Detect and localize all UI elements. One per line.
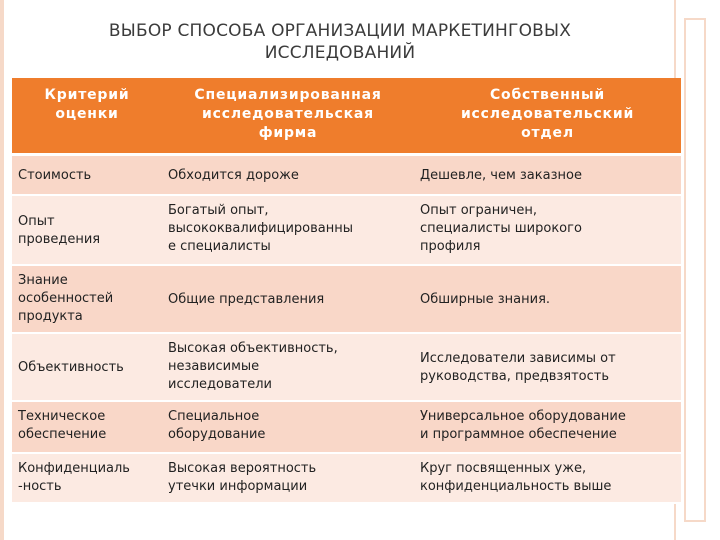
cell-line: руководства, предвзятость: [420, 368, 610, 384]
header-line: исследовательская: [202, 106, 374, 122]
cell-line: Стоимость: [18, 167, 92, 183]
slide-title-line-2: ИССЛЕДОВАНИЙ: [264, 43, 416, 63]
header-line: оценки: [55, 106, 119, 122]
cell-line: Высокая объективность,: [168, 340, 338, 356]
cell-line: Специальное: [168, 408, 260, 424]
cell-line: конфиденциальность выше: [420, 478, 612, 494]
cell-line: специалисты широкого: [420, 220, 582, 236]
cell-line: особенностей: [18, 290, 114, 306]
table-header-row: [12, 78, 681, 155]
cell-inhouse: [414, 453, 681, 503]
cell-line: Опыт ограничен,: [420, 202, 537, 218]
cell-inhouse: [414, 333, 681, 401]
cell-criterion: [12, 195, 162, 265]
cell-line: е специалисты: [168, 238, 271, 254]
header-line: исследовательский: [460, 106, 635, 122]
header-line: Критерий: [44, 87, 130, 103]
cell-criterion: [12, 401, 162, 453]
header-inhouse: [414, 78, 681, 155]
cell-criterion: [12, 265, 162, 333]
cell-line: Дешевле, чем заказное: [420, 167, 582, 183]
cell-agency: [162, 453, 414, 503]
comparison-table: [12, 78, 681, 504]
cell-agency: [162, 265, 414, 333]
cell-line: оборудование: [168, 426, 266, 442]
cell-line: Конфиденциаль: [18, 460, 130, 476]
cell-criterion: [12, 155, 162, 195]
cell-criterion: [12, 333, 162, 401]
cell-line: Объективность: [18, 359, 124, 375]
cell-agency: [162, 401, 414, 453]
slide-title-line-1: ВЫБОР СПОСОБА ОРГАНИЗАЦИИ МАРКЕТИНГОВЫХ: [108, 21, 572, 41]
cell-line: независимые: [168, 358, 260, 374]
header-criterion: [12, 78, 162, 155]
cell-line: продукта: [18, 308, 83, 324]
cell-line: утечки информации: [168, 478, 308, 494]
table-row: [12, 333, 681, 401]
cell-line: Высокая вероятность: [168, 460, 317, 476]
header-line: Специализированная: [194, 87, 382, 103]
cell-line: Общие представления: [168, 291, 325, 307]
cell-line: обеспечение: [18, 426, 107, 442]
cell-agency: [162, 333, 414, 401]
cell-inhouse: [414, 155, 681, 195]
header-agency: [162, 78, 414, 155]
cell-inhouse: [414, 195, 681, 265]
cell-line: Знание: [18, 272, 68, 288]
cell-agency: [162, 155, 414, 195]
cell-line: Универсальное оборудование: [420, 408, 626, 424]
table-row: [12, 453, 681, 503]
cell-line: исследователи: [168, 376, 272, 392]
header-line: фирма: [258, 125, 318, 141]
cell-line: Обширные знания.: [420, 291, 551, 307]
cell-line: Опыт: [18, 213, 55, 229]
slide-left-border: [0, 0, 4, 540]
cell-criterion: [12, 453, 162, 503]
table-row: [12, 265, 681, 333]
slide-right-border-inner: [684, 18, 706, 522]
cell-line: Исследователи зависимы от: [420, 350, 616, 366]
table-row: [12, 195, 681, 265]
cell-line: Богатый опыт,: [168, 202, 269, 218]
cell-line: Обходится дороже: [168, 167, 299, 183]
cell-line: профиля: [420, 238, 481, 254]
cell-line: высококвалифицированны: [168, 220, 354, 236]
cell-inhouse: [414, 265, 681, 333]
table-row: [12, 401, 681, 453]
cell-line: и программное обеспечение: [420, 426, 617, 442]
cell-line: -ность: [18, 478, 62, 494]
cell-agency: [162, 195, 414, 265]
cell-line: проведения: [18, 231, 101, 247]
header-line: Собственный: [489, 87, 606, 103]
cell-line: Техническое: [18, 408, 106, 424]
slide-title: [20, 20, 660, 64]
header-line: отдел: [521, 125, 574, 141]
cell-inhouse: [414, 401, 681, 453]
cell-line: Круг посвященных уже,: [420, 460, 587, 476]
table-row: [12, 155, 681, 195]
